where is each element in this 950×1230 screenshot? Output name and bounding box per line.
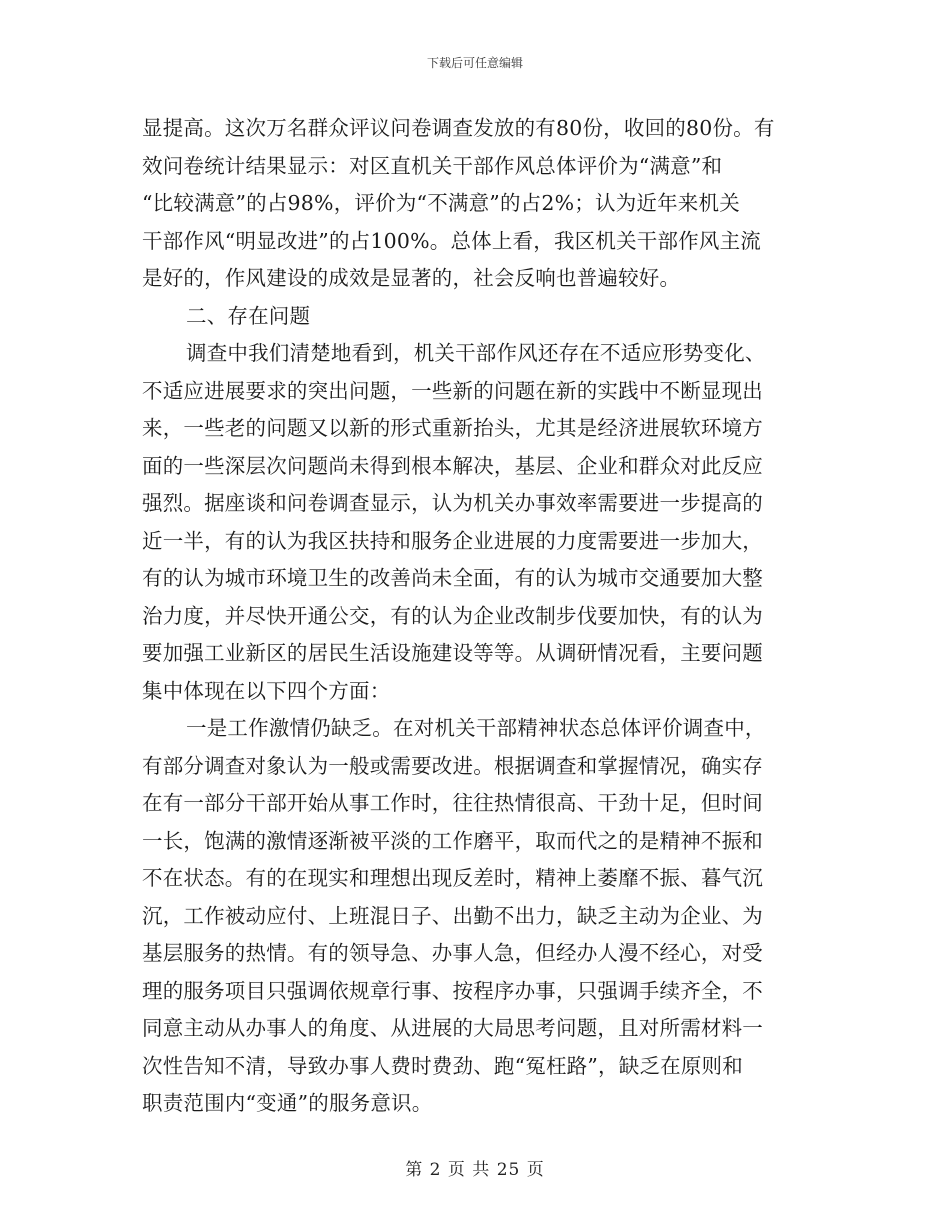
paragraph-first-line: 调查中我们清楚地看到，机关干部作风还存在不适应形势变化、 [186,341,766,365]
text-line: 干部作风“明显改进”的占100%。总体上看，我区机关干部作风主流 [142,228,761,253]
text-line: 一长，饱满的激情逐渐被平淡的工作磨平，取而代之的是精神不振和 [142,828,763,853]
text-line: 不在状态。有的在现实和理想出现反差时，精神上萎靡不振、暮气沉 [142,866,763,890]
text-line: 理的服务项目只强调依规章行事、按程序办事，只强调手续齐全，不 [142,978,763,1003]
text-line: 显提高。这次万名群众评议问卷调查发放的有80份，收回的80份。有 [142,116,775,140]
text-line: 沉，工作被动应付、上班混日子、出勤不出力，缺乏主动为企业、为 [142,903,763,928]
text-line: 来，一些老的问题又以新的形式重新抬头，尤其是经济进展软环境方 [142,416,763,440]
text-line: 有的认为城市环境卫生的改善尚未全面，有的认为城市交通要加大整 [142,566,763,590]
text-line: 要加强工业新区的居民生活设施建设等等。从调研情况看，主要问题 [142,641,763,665]
document-body [142,110,802,1123]
text-line: 不适应进展要求的突出问题，一些新的问题在新的实践中不断显现出 [142,378,763,403]
text-line: 有部分调查对象认为一般或需要改进。根据调查和掌握情况，确实存 [142,753,763,778]
text-line: 集中体现在以下四个方面： [142,678,391,703]
text-line: 基层服务的热情。有的领导急、办事人急，但经办人漫不经心，对受 [142,941,763,965]
text-line: 次性告知不清，导致办事人费时费劲、跑“冤枉路”，缺乏在原则和 [142,1053,743,1078]
text-line: 同意主动从办事人的角度、从进展的大局思考问题，且对所需材料一 [142,1016,763,1040]
text-line: 近一半，有的认为我区扶持和服务企业进展的力度需要进一步加大， [142,528,763,553]
page-number-footer: 第 2 页 共 25 页 [405,1160,545,1180]
text-line: 是好的，作风建设的成效是显著的，社会反响也普遍较好。 [142,266,681,290]
text-line: 面的一些深层次问题尚未得到根本解决，基层、企业和群众对此反应 [142,453,763,478]
text-line: 治力度，并尽快开通公交，有的认为企业改制步伐要加快，有的认为 [142,603,763,628]
text-line: 效问卷统计结果显示：对区直机关干部作风总体评价为“满意”和 [142,153,723,178]
text-line: 在有一部分干部开始从事工作时，往往热情很高、干劲十足，但时间 [142,791,763,815]
text-line: 职责范围内“变通”的服务意识。 [142,1091,433,1115]
text-line: “比较满意”的占98%，评价为“不满意”的占2%；认为近年来机关 [142,191,740,215]
paragraph-first-line: 二、存在问题 [186,303,311,328]
paragraph-first-line: 一是工作激情仍缺乏。在对机关干部精神状态总体评价调查中， [186,716,766,740]
page-header: 下载后可任意编辑 [426,56,523,70]
text-line: 强烈。据座谈和问卷调查显示，认为机关办事效率需要进一步提高的 [142,491,763,515]
